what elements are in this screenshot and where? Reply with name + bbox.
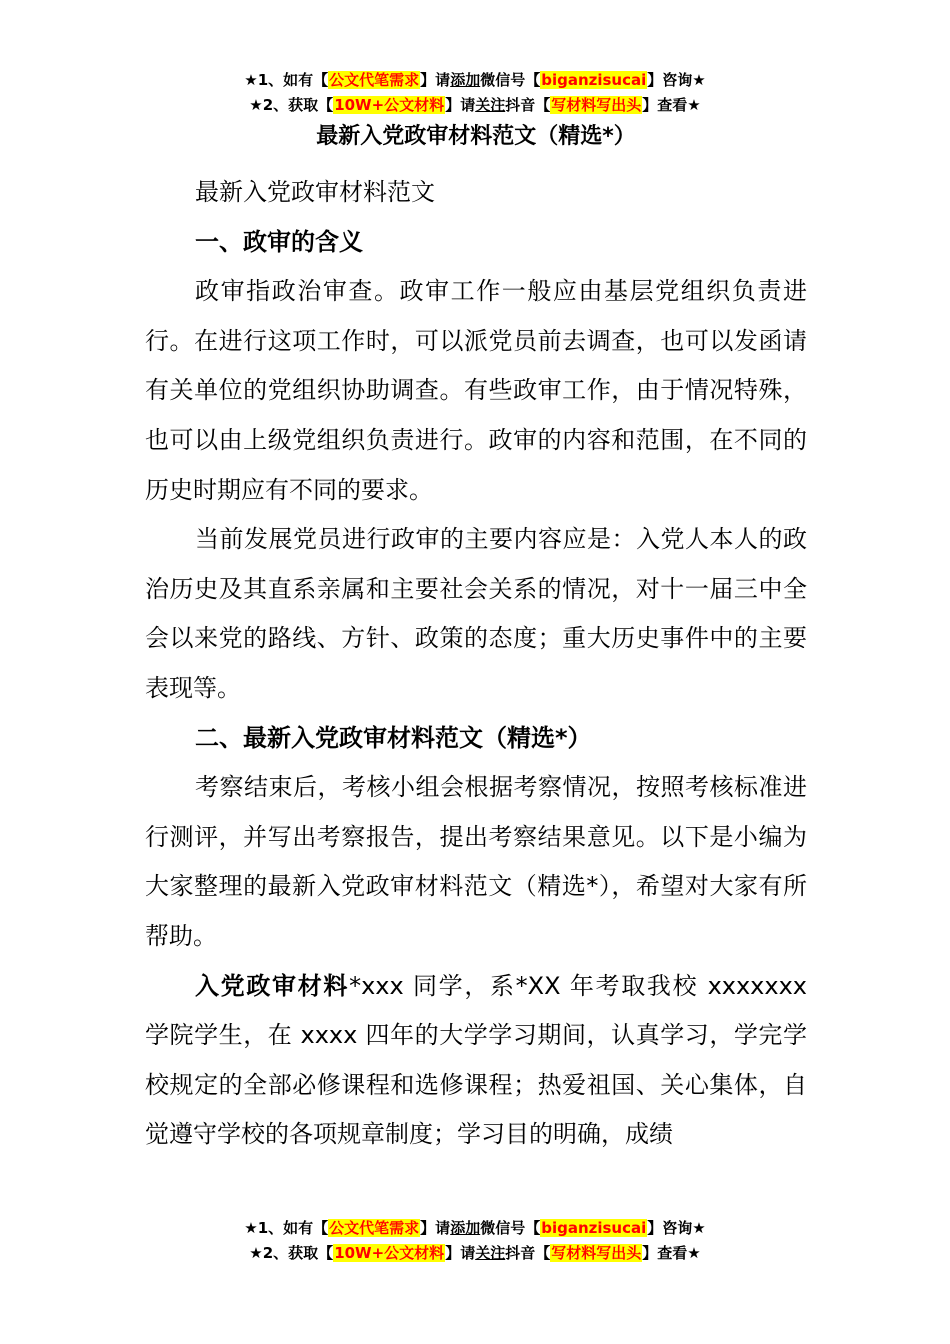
banner-underline: 添加 — [450, 71, 481, 89]
banner-text: ★1、如有【 — [244, 1219, 329, 1237]
banner-text: 】查看★ — [642, 96, 701, 114]
section-heading-2: 二、最新入党政审材料范文（精选*） — [195, 723, 592, 752]
banner-underline: 添加 — [450, 1219, 481, 1237]
banner-highlight: 10W+公文材料 — [334, 1244, 445, 1262]
banner-text: 抖音【 — [505, 96, 551, 114]
footer-banner — [0, 1216, 950, 1266]
banner-text: 】请 — [445, 96, 476, 114]
banner-text: 】请 — [445, 1244, 476, 1262]
banner-text: 】咨询★ — [647, 1219, 706, 1237]
paragraph-3: 考察结束后，考核小组会根据考察情况，按照考核标准进行测评，并写出考察报告，提出考察结果意见。以下是小编为大家整理的最新入党政审材料范文（精选*），希望对大家有所帮助。 — [145, 773, 807, 950]
paragraph-4-lead: 入党政审材料 — [195, 971, 350, 1000]
document-body — [145, 122, 807, 1160]
banner-text: 微信号【 — [480, 1219, 541, 1237]
paragraph-2: 当前发展党员进行政审的主要内容应是：入党人本人的政治历史及其直系亲属和主要社会关系的情况，对十一届三中全会以来党的路线、方针、政策的态度；重大历史事件中的主要表现等。 — [145, 525, 807, 702]
banner-highlight-douyin: 写材料写出头 — [551, 1244, 642, 1262]
banner-line-1 — [0, 68, 950, 93]
banner-highlight: 10W+公文材料 — [334, 96, 445, 114]
banner-text: 微信号【 — [480, 71, 541, 89]
banner-line-2 — [0, 93, 950, 118]
banner-text: 抖音【 — [505, 1244, 551, 1262]
banner-text: ★1、如有【 — [244, 71, 329, 89]
paragraph-4-text: *xxx 同学，系*XX 年考取我校 xxxxxxx 学院学生，在 xxxx 四年的大学学习期间，认真学习，学完学校规定的全部必修课程和选修课程；热爱祖国、关心集体，自觉遵守学校的各项规章制度；学习目的明确，成绩 — [145, 971, 807, 1149]
banner-highlight: 公文代笔需求 — [329, 71, 420, 89]
banner-highlight-wechat: biganzisucai — [541, 1219, 647, 1237]
document-subtitle: 最新入党政审材料范文 — [195, 178, 435, 206]
banner-highlight: 公文代笔需求 — [329, 1219, 420, 1237]
banner-highlight-wechat: biganzisucai — [541, 71, 647, 89]
banner-line-2 — [0, 1241, 950, 1266]
banner-underline: 关注 — [475, 96, 506, 114]
paragraph-4 — [145, 962, 807, 1160]
banner-text: ★2、获取【 — [249, 96, 334, 114]
banner-underline: 关注 — [475, 1244, 506, 1262]
banner-highlight-douyin: 写材料写出头 — [551, 96, 642, 114]
banner-line-1 — [0, 1216, 950, 1241]
banner-text: ★2、获取【 — [249, 1244, 334, 1262]
document-title: 最新入党政审材料范文（精选*） — [316, 124, 636, 149]
paragraph-1: 政审指政治审查。政审工作一般应由基层党组织负责进行。在进行这项工作时，可以派党员前去调查，也可以发函请有关单位的党组织协助调查。有些政审工作，由于情况特殊，也可以由上级党组织负责进行。政审的内容和范围，在不同的历史时期应有不同的要求。 — [145, 277, 807, 504]
banner-text: 】请 — [420, 1219, 451, 1237]
banner-text: 】请 — [420, 71, 451, 89]
section-heading-1: 一、政审的含义 — [195, 227, 363, 256]
header-banner — [0, 68, 950, 118]
banner-text: 】咨询★ — [647, 71, 706, 89]
banner-text: 】查看★ — [642, 1244, 701, 1262]
